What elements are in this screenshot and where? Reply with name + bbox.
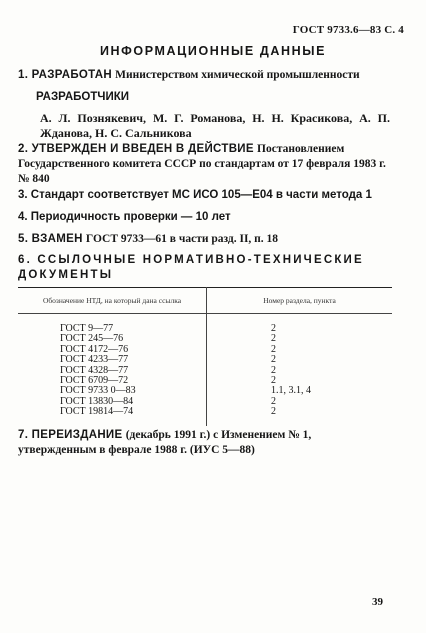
item-5-label: 5. ВЗАМЕН [18,233,83,245]
table-cell-ref: 2 [271,395,276,407]
item-1-body: Министерством химической промышленности [115,69,360,81]
table-row [18,407,392,417]
item-2-label: 2. УТВЕРЖДЕН И ВВЕДЕН В ДЕЙСТВИЕ [18,143,254,155]
table-body [18,314,392,426]
table-cell-ref: 2 [271,323,276,334]
table-cell-doc: ГОСТ 9—77 [18,324,207,334]
table-cell-doc: ГОСТ 245—76 [18,334,207,344]
developers-label: РАЗРАБОТЧИКИ [36,91,129,103]
table-cell-doc: ГОСТ 13830—84 [18,397,207,407]
table-cell-ref: 1.1, 3.1, 4 [271,385,311,397]
table-cell-ref: 2 [271,375,276,387]
item-5 [18,232,390,247]
page-header: ГОСТ 9733.6—83 С. 4 [292,24,404,36]
table-cell-ref: 2 [271,333,276,345]
table-cell-doc: ГОСТ 4172—76 [18,345,207,355]
developers-list: А. Л. Познякевич, М. Г. Романова, Н. Н. Красикова, А. П. Жданова, Н. С. Сальникова [40,111,390,140]
table-cell-doc: ГОСТ 6709—72 [18,376,207,386]
item-7-label: 7. ПЕРЕИЗДАНИЕ [18,429,123,441]
item-5-body: ГОСТ 9733—61 в части разд. II, п. 18 [85,233,279,245]
item-6: 6. ССЫЛОЧНЫЕ НОРМАТИВНО-ТЕХНИЧЕСКИЕ ДОКУМЕНТЫ [18,254,364,281]
table-cell-doc: ГОСТ 4233—77 [18,355,207,365]
references-table [18,287,392,426]
page-number: 39 [372,596,383,608]
item-3: 3. Стандарт соответствует МС ИСО 105—Е04 в части метода 1 [18,189,372,201]
section-title: ИНФОРМАЦИОННЫЕ ДАННЫЕ [99,44,327,58]
table-cell-ref: 2 [271,354,276,366]
table-cell-doc: ГОСТ 9733 0—83 [18,386,207,396]
item-1 [18,68,390,83]
item-4: 4. Периодичность проверки — 10 лет [18,211,231,223]
item-7 [18,428,390,458]
item-2 [18,142,390,187]
table-cell-doc: ГОСТ 4328—77 [18,366,207,376]
table-cell-ref: 2 [271,364,276,376]
item-7-body: (декабрь 1991 г.) с Изменением № 1, утвержденным в феврале 1988 г. (ИУС 5—88) [18,429,312,456]
item-2-body: Постановлением Государственного комитета СССР по стандартам от 17 февраля 1983 г. № 840 [18,143,386,185]
table-cell-ref: 2 [271,406,276,418]
table-cell-doc: ГОСТ 19814—74 [18,407,207,417]
table-header-doc: Обозначение НТД, на который дана ссылка [18,288,207,314]
table-header-row [18,288,392,314]
table-header-ref: Номер раздела, пункта [263,296,336,305]
table-cell-ref: 2 [271,343,276,355]
item-1-label: 1. РАЗРАБОТАН [18,69,112,81]
